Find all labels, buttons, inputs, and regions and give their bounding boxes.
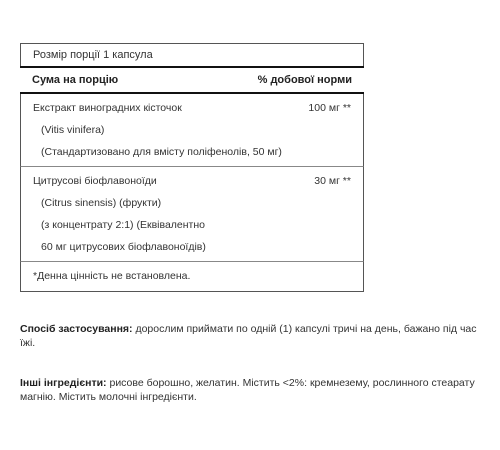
- ingredient-amount: 100 мг **: [308, 102, 351, 114]
- footnote: *Денна цінність не встановлена.: [20, 262, 364, 292]
- other-ingredients-paragraph: [20, 376, 480, 404]
- ingredient-detail: (з концентрату 2:1) (Еквівалентно: [41, 219, 205, 231]
- ingredient-citrus-bioflavonoids: [20, 167, 364, 262]
- ingredient-detail: (Vitis vinifera): [41, 124, 105, 136]
- ingredient-detail: 60 мг цитрусових біофлавоноїдів): [41, 241, 206, 253]
- other-ingredients-label: Інші інгредієнти:: [20, 377, 107, 389]
- ingredient-name: Цитрусові біофлавоноїди: [33, 175, 157, 187]
- ingredient-detail: (Стандартизовано для вмісту поліфенолів, 50 мг): [41, 146, 282, 158]
- table-header: [20, 66, 364, 94]
- ingredient-name: Екстракт виноградних кісточок: [33, 102, 182, 114]
- other-ingredients-text: рисове борошно, желатин. Містить <2%: кремнезему, рослинного стеарату магнію. Містить молочні інгредієнти.: [20, 377, 475, 403]
- per-serving-header: Сума на порцію: [32, 74, 119, 86]
- supplement-facts-table: [20, 43, 364, 292]
- usage-paragraph: [20, 322, 480, 350]
- usage-text: дорослим приймати по одній (1) капсулі тричі на день, бажано під час їжі.: [20, 323, 477, 349]
- ingredient-grape-seed: [20, 94, 364, 167]
- daily-value-header: % добової норми: [257, 74, 352, 86]
- ingredient-detail: (Citrus sinensis) (фрукти): [41, 197, 162, 209]
- serving-size: Розмір порції 1 капсула: [20, 43, 364, 66]
- ingredient-amount: 30 мг **: [314, 175, 351, 187]
- usage-label: Спосіб застосування:: [20, 323, 133, 335]
